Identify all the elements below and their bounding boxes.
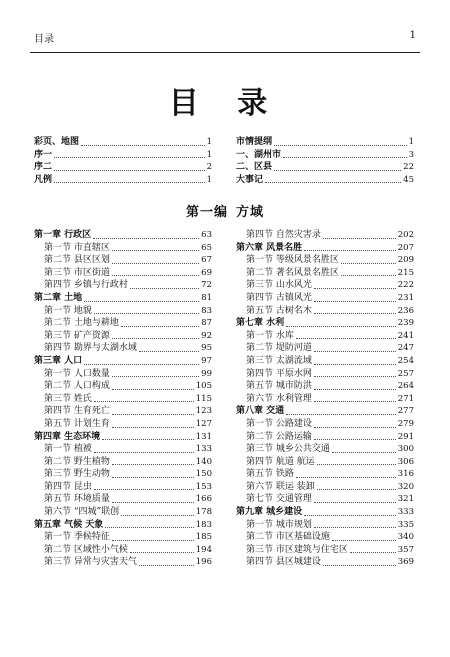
entry-title: 一、湖州市: [236, 149, 282, 160]
entry-page: 357: [397, 544, 414, 555]
toc-section-entry: [34, 368, 212, 381]
entry-page: 241: [397, 330, 414, 341]
dot-leader: [274, 170, 401, 171]
entry-title: 第四节 航道 航运: [246, 456, 315, 467]
dot-leader: [112, 414, 194, 415]
entry-page: 65: [201, 242, 212, 253]
entry-title: 序二: [34, 162, 53, 173]
entry-title: 第一章 行政区: [34, 230, 92, 240]
entry-title: 第九章 城乡建设: [236, 507, 303, 518]
entry-title: 第三章 人口: [34, 355, 83, 366]
entry-page: 369: [397, 557, 414, 568]
entry-title: 第三节 太湖流域: [246, 355, 312, 366]
entry-page: 99: [201, 368, 212, 379]
entry-page: 178: [195, 507, 212, 518]
dot-leader: [94, 313, 199, 314]
front-matter-right: [236, 136, 414, 186]
entry-title: 第四节 生育死亡: [44, 406, 110, 417]
toc-section-entry: [236, 279, 414, 292]
entry-title: 第一节 公路建设: [246, 418, 312, 429]
entry-page: 97: [201, 355, 212, 366]
dot-leader: [93, 238, 199, 239]
entry-page: 231: [397, 292, 414, 303]
toc-section-entry: [34, 443, 212, 456]
entry-title: 第三节 市区街道: [44, 267, 110, 278]
entry-page: 320: [397, 481, 414, 492]
toc-section-entry: [236, 544, 414, 557]
dot-leader: [121, 326, 199, 327]
entry-page: 72: [201, 280, 212, 291]
dot-leader: [112, 338, 199, 339]
part-heading: [0, 201, 450, 220]
toc-front-entry: [34, 149, 212, 162]
entry-page: 264: [397, 381, 414, 392]
page-number: 1: [409, 30, 416, 41]
dot-leader: [304, 250, 396, 251]
dot-leader: [54, 170, 205, 171]
entry-page: 222: [397, 280, 414, 291]
entry-title: 第三节 城乡公共交通: [246, 444, 330, 455]
toc-section-entry: [34, 405, 212, 418]
entry-page: 153: [195, 481, 212, 492]
toc-section-entry: [34, 279, 212, 292]
entry-page: 1: [206, 174, 212, 185]
dot-leader: [314, 376, 396, 377]
entry-page: 1: [206, 137, 212, 147]
entry-page: 202: [397, 230, 414, 240]
toc-front-entry: [34, 161, 212, 174]
dot-leader: [314, 364, 396, 365]
toc-column-right: [236, 229, 414, 569]
entry-page: 257: [397, 368, 414, 379]
entry-page: 131: [195, 431, 212, 442]
entry-title: 第三节 姓氏: [44, 393, 92, 404]
entry-title: 第五节 铁路: [246, 469, 294, 480]
dot-leader: [323, 238, 396, 239]
dot-leader: [139, 351, 199, 352]
toc-front-entry: [236, 161, 414, 174]
entry-page: 123: [195, 406, 212, 417]
entry-page: 1: [408, 137, 414, 147]
entry-page: 271: [397, 393, 414, 404]
entry-page: 183: [195, 519, 212, 530]
toc-section-entry: [236, 368, 414, 381]
entry-page: 300: [397, 444, 414, 455]
toc-section-entry: [236, 556, 414, 569]
toc-section-entry: [34, 468, 212, 481]
dot-leader: [341, 275, 396, 276]
dot-leader: [112, 464, 194, 465]
header-title: 目录: [34, 34, 54, 45]
dot-leader: [317, 489, 396, 490]
toc-section-entry: [236, 431, 414, 444]
dot-leader: [130, 288, 199, 289]
dot-leader: [265, 182, 401, 183]
entry-page: 45: [403, 174, 414, 185]
toc-section-entry: [34, 481, 212, 494]
toc-section-entry: [236, 468, 414, 481]
dot-leader: [296, 477, 396, 478]
toc-section-entry: [34, 267, 212, 280]
entry-title: 第八章 交通: [236, 406, 285, 417]
entry-title: 第二节 区域性小气候: [44, 544, 128, 555]
toc-front-entry: [34, 136, 212, 149]
toc-section-entry: [236, 330, 414, 343]
dot-leader: [81, 145, 205, 146]
toc-chapter-entry: [34, 431, 212, 444]
header-rule: [30, 52, 420, 53]
toc-section-entry: [236, 229, 414, 242]
dot-leader: [112, 275, 199, 276]
toc-chapter-entry: [34, 519, 212, 532]
entry-title: 二、区县: [236, 162, 273, 173]
entry-title: 第五章 气候 天象: [34, 519, 104, 530]
toc-section-entry: [236, 519, 414, 532]
entry-page: 316: [397, 469, 414, 480]
toc-section-entry: [236, 292, 414, 305]
toc-section-entry: [236, 456, 414, 469]
toc-section-entry: [34, 393, 212, 406]
entry-page: 83: [201, 305, 212, 316]
toc-section-entry: [236, 267, 414, 280]
entry-title: 第二节 野生植物: [44, 456, 110, 467]
entry-title: 第二节 市区基础设施: [246, 532, 330, 543]
entry-title: 第二节 县区区划: [44, 255, 110, 266]
dot-leader: [84, 364, 199, 365]
entry-title: 第四节 县区城建设: [246, 557, 321, 568]
dot-leader: [296, 338, 396, 339]
entry-title: 第三节 异常与灾害天气: [44, 557, 137, 568]
dot-leader: [304, 515, 396, 516]
entry-page: 105: [195, 381, 212, 392]
dot-leader: [314, 502, 396, 503]
toc-section-entry: [34, 506, 212, 519]
entry-page: 194: [195, 544, 212, 555]
entry-page: 185: [195, 532, 212, 543]
entry-page: 321: [397, 494, 414, 505]
entry-page: 236: [397, 305, 414, 316]
entry-title: 第一节 季候特征: [44, 532, 110, 543]
entry-title: 第三节 市区建筑与住宅区: [246, 544, 348, 555]
dot-leader: [286, 326, 396, 327]
entry-page: 239: [397, 318, 414, 329]
entry-title: 第一节 城市规划: [246, 519, 312, 530]
toc-section-entry: [236, 481, 414, 494]
toc-front-entry: [236, 149, 414, 162]
entry-page: 279: [397, 418, 414, 429]
entry-page: 63: [201, 230, 212, 240]
entry-title: 凡例: [34, 174, 53, 185]
toc-section-entry: [34, 456, 212, 469]
toc-section-entry: [34, 531, 212, 544]
dot-leader: [332, 452, 396, 453]
front-matter-left: [34, 136, 212, 186]
dot-leader: [121, 515, 194, 516]
entry-title: 第三节 山水风光: [246, 280, 312, 291]
dot-leader: [112, 389, 194, 390]
entry-title: 第三节 野生动物: [44, 469, 110, 480]
entry-title: 第一节 市直辖区: [44, 242, 110, 253]
running-header: [34, 30, 416, 44]
dot-leader: [84, 301, 199, 302]
toc-section-entry: [34, 380, 212, 393]
toc-chapter-entry: [236, 317, 414, 330]
toc-section-entry: [34, 493, 212, 506]
dot-leader: [112, 376, 199, 377]
entry-title: 市情提纲: [236, 137, 273, 147]
part-name: 方域: [236, 205, 265, 220]
toc-chapter-entry: [34, 292, 212, 305]
entry-page: 92: [201, 330, 212, 341]
toc-section-entry: [236, 342, 414, 355]
dot-leader: [112, 263, 199, 264]
entry-page: 335: [397, 519, 414, 530]
entry-title: 大事记: [236, 174, 264, 185]
entry-title: 第一节 等级风景名胜区: [246, 255, 339, 266]
toc-section-entry: [236, 355, 414, 368]
toc-section-entry: [34, 544, 212, 557]
entry-page: 277: [397, 406, 414, 417]
entry-title: 第四节 昆虫: [44, 481, 92, 492]
dot-leader: [54, 182, 205, 183]
toc-section-entry: [34, 254, 212, 267]
dot-leader: [112, 540, 194, 541]
entry-page: 115: [195, 393, 212, 404]
entry-page: 196: [195, 557, 212, 568]
entry-page: 95: [201, 343, 212, 354]
dot-leader: [112, 250, 199, 251]
dot-leader: [274, 145, 407, 146]
toc-chapter-entry: [236, 506, 414, 519]
toc-chapter-entry: [236, 405, 414, 418]
toc-chapter-entry: [34, 229, 212, 242]
toc-chapter-entry: [236, 242, 414, 255]
dot-leader: [112, 477, 194, 478]
dot-leader: [332, 540, 396, 541]
dot-leader: [94, 452, 194, 453]
entry-page: 150: [195, 469, 212, 480]
dot-leader: [102, 439, 194, 440]
dot-leader: [283, 157, 407, 158]
toc-section-entry: [236, 380, 414, 393]
toc-section-entry: [34, 556, 212, 569]
part-label: 第一编: [185, 205, 228, 220]
toc-section-entry: [34, 317, 212, 330]
dot-leader: [54, 157, 205, 158]
entry-page: 133: [195, 444, 212, 455]
entry-title: 第四节 古镇风光: [246, 292, 312, 303]
entry-title: 第四节 乡镇与行政村: [44, 280, 128, 291]
dot-leader: [105, 527, 193, 528]
entry-page: 67: [201, 255, 212, 266]
toc-section-entry: [34, 418, 212, 431]
entry-page: 87: [201, 318, 212, 329]
entry-page: 127: [195, 418, 212, 429]
entry-title: 第二节 著名风景名胜区: [246, 267, 339, 278]
entry-page: 209: [397, 255, 414, 266]
entry-title: 第二节 堤防河道: [246, 343, 312, 354]
dot-leader: [341, 263, 396, 264]
entry-title: 第四节 平原水网: [246, 368, 312, 379]
entry-title: 第四章 生态环境: [34, 431, 101, 442]
entry-title: 第六节 “四城”联创: [44, 507, 120, 518]
entry-title: 第六章 风景名胜: [236, 242, 303, 253]
toc-section-entry: [236, 443, 414, 456]
dot-leader: [130, 552, 194, 553]
toc-section-entry: [236, 493, 414, 506]
entry-page: 22: [403, 162, 414, 173]
dot-leader: [314, 401, 396, 402]
dot-leader: [314, 427, 396, 428]
toc-section-entry: [34, 242, 212, 255]
dot-leader: [94, 489, 194, 490]
entry-title: 第二节 人口构成: [44, 381, 110, 392]
entry-title: 第五节 古树名木: [246, 305, 312, 316]
toc-front-entry: [34, 174, 212, 187]
entry-page: 81: [201, 292, 212, 303]
dot-leader: [323, 565, 396, 566]
dot-leader: [112, 427, 194, 428]
entry-title: 第一节 植被: [44, 444, 92, 455]
entry-page: 247: [397, 343, 414, 354]
entry-page: 291: [397, 431, 414, 442]
entry-title: 第三节 矿产资源: [44, 330, 110, 341]
entry-title: 第一节 人口数量: [44, 368, 110, 379]
entry-title: 第五节 城市防洪: [246, 381, 312, 392]
entry-title: 第二节 土地与耕地: [44, 318, 119, 329]
dot-leader: [314, 313, 396, 314]
dot-leader: [314, 301, 396, 302]
entry-page: 340: [397, 532, 414, 543]
dot-leader: [94, 401, 194, 402]
dot-leader: [112, 502, 194, 503]
dot-leader: [314, 351, 396, 352]
entry-title: 第五节 计划生育: [44, 418, 110, 429]
entry-page: 1: [206, 149, 212, 160]
entry-title: 序一: [34, 149, 53, 160]
entry-page: 207: [397, 242, 414, 253]
dot-leader: [139, 565, 194, 566]
toc-section-entry: [236, 393, 414, 406]
toc-section-entry: [34, 305, 212, 318]
toc-section-entry: [236, 531, 414, 544]
entry-page: 2: [206, 162, 212, 173]
entry-page: 333: [397, 507, 414, 518]
entry-page: 215: [397, 267, 414, 278]
entry-title: 彩页、地图: [34, 137, 80, 147]
toc-section-entry: [236, 305, 414, 318]
page-title: 目 录: [168, 86, 282, 121]
entry-title: 第四节 自然灾害录: [246, 230, 321, 240]
entry-title: 第四节 勘界与太湖水域: [44, 343, 137, 354]
toc-section-entry: [236, 418, 414, 431]
entry-title: 第六节 水利管理: [246, 393, 312, 404]
toc-section-entry: [34, 342, 212, 355]
toc-column-left: [34, 229, 212, 569]
entry-page: 140: [195, 456, 212, 467]
entry-title: 第六节 联运 装卸: [246, 481, 315, 492]
dot-leader: [286, 414, 396, 415]
toc-front-entry: [236, 136, 414, 149]
dot-leader: [314, 288, 396, 289]
entry-page: 166: [195, 494, 212, 505]
entry-title: 第五节 环境质量: [44, 494, 110, 505]
entry-page: 306: [397, 456, 414, 467]
dot-leader: [314, 389, 396, 390]
entry-title: 第二章 土地: [34, 292, 83, 303]
dot-leader: [350, 552, 396, 553]
toc-section-entry: [236, 254, 414, 267]
entry-title: 第七章 水利: [236, 318, 285, 329]
entry-page: 254: [397, 355, 414, 366]
entry-title: 第七节 交通管理: [246, 494, 312, 505]
entry-title: 第一节 水库: [246, 330, 294, 341]
dot-leader: [314, 439, 396, 440]
entry-title: 第二节 公路运输: [246, 431, 312, 442]
entry-page: 69: [201, 267, 212, 278]
entry-title: 第一节 地貌: [44, 305, 92, 316]
entry-page: 3: [408, 149, 414, 160]
dot-leader: [314, 527, 396, 528]
toc-chapter-entry: [34, 355, 212, 368]
dot-leader: [317, 464, 396, 465]
toc-front-entry: [236, 174, 414, 187]
toc-section-entry: [34, 330, 212, 343]
